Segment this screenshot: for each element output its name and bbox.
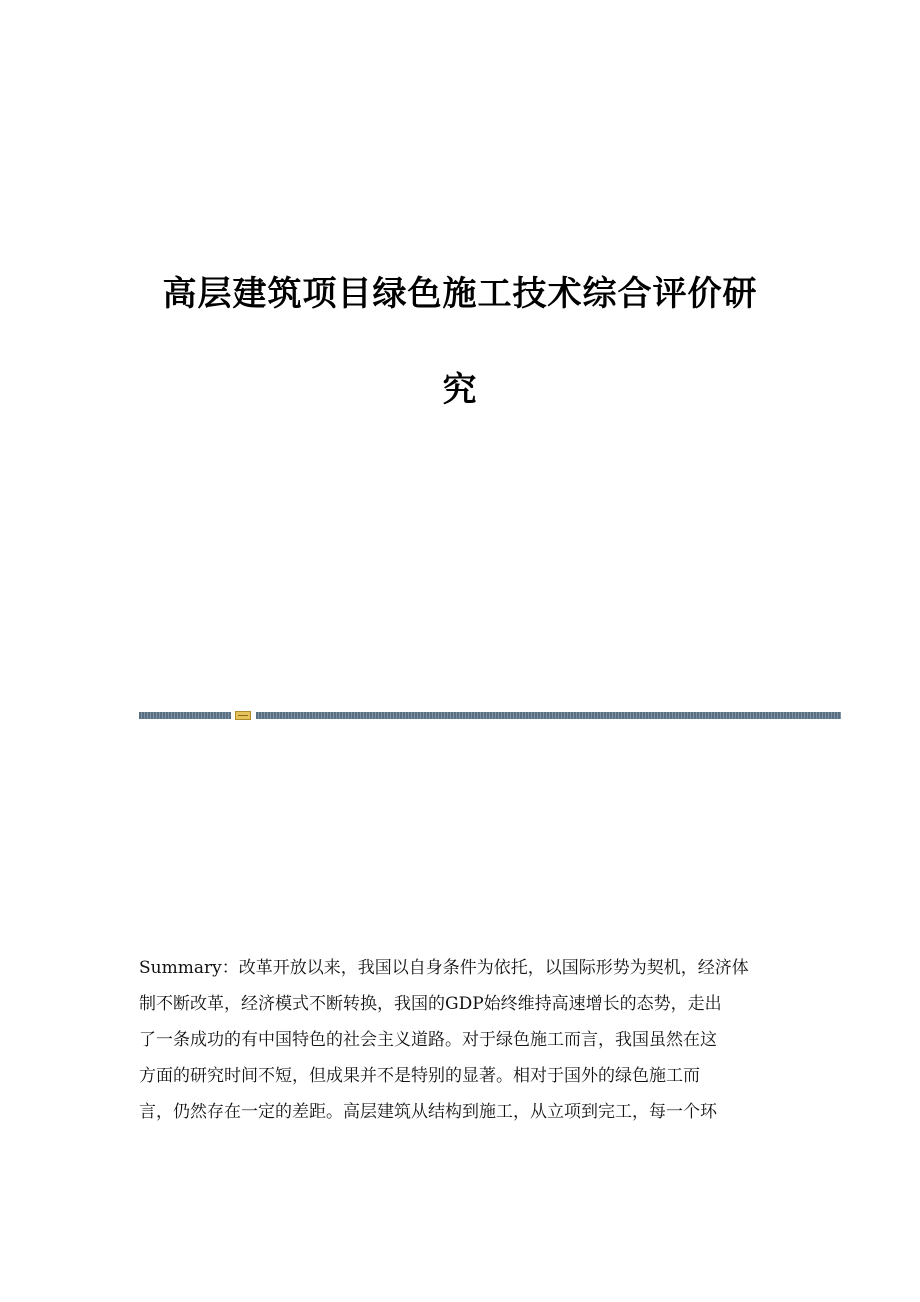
divider-ornament-icon	[235, 711, 251, 720]
divider-bar-left	[139, 712, 231, 719]
section-divider	[139, 711, 841, 720]
summary-line: 了一条成功的有中国特色的社会主义道路。对于绿色施工而言，我国虽然在这	[139, 1030, 717, 1050]
summary-line: 方面的研究时间不短，但成果并不是特别的显著。相对于国外的绿色施工而	[139, 1066, 700, 1086]
summary-line: 言，仍然存在一定的差距。高层建筑从结构到施工，从立项到完工，每一个环	[139, 1102, 717, 1122]
document-title-line-2: 究	[442, 370, 478, 410]
divider-bar-right	[256, 712, 841, 719]
summary-paragraph	[139, 950, 784, 1130]
summary-line: Summary：改革开放以来，我国以自身条件为依托，以国际形势为契机，经济体	[139, 958, 749, 978]
summary-line: 制不断改革，经济模式不断转换，我国的GDP始终维持高速增长的态势，走出	[139, 994, 722, 1014]
document-title-line-1: 高层建筑项目绿色施工技术综合评价研	[162, 274, 758, 314]
